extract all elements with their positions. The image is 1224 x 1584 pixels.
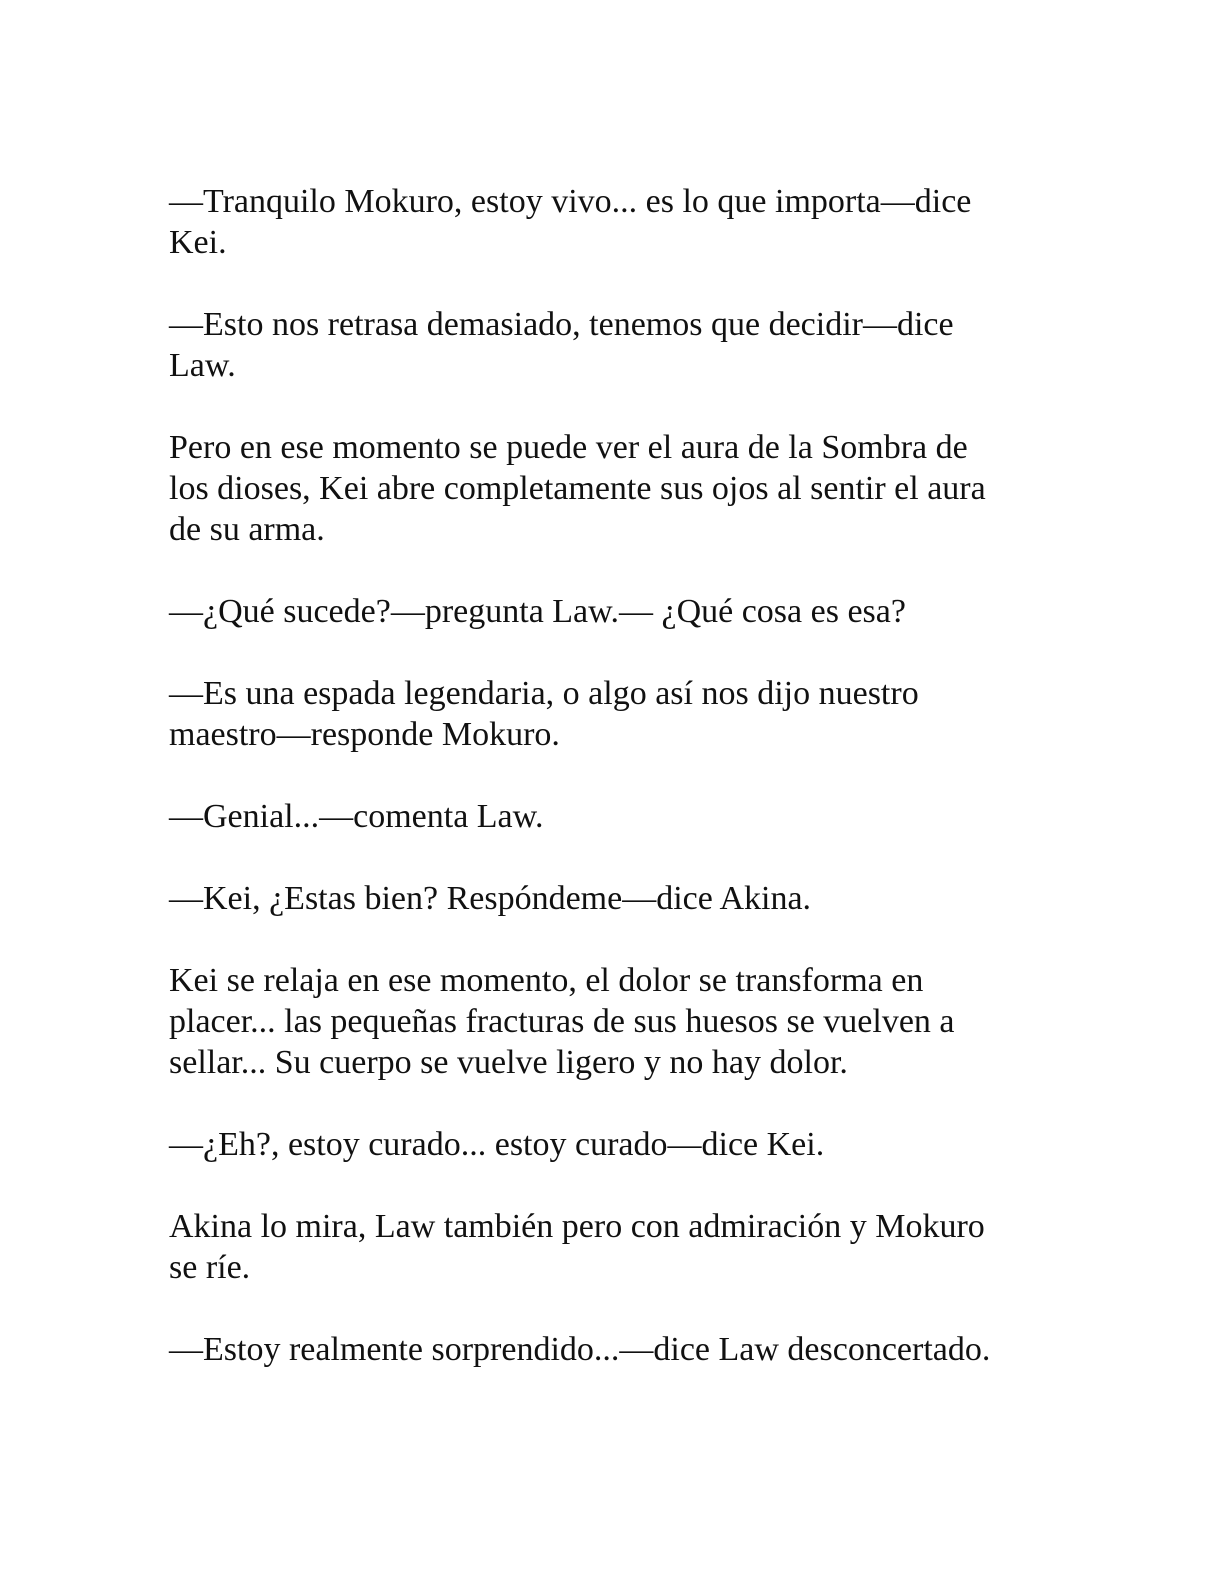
text-line: Pero en ese momento se puede ver el aura de la Sombra de: [169, 429, 968, 466]
text-line: se ríe.: [169, 1249, 251, 1286]
paragraph: [169, 673, 1049, 755]
text-line: —Tranquilo Mokuro, estoy vivo... es lo que importa—dice: [169, 183, 972, 220]
text-line: placer... las pequeñas fracturas de sus huesos se vuelven a: [169, 1003, 955, 1040]
paragraph: [169, 591, 1049, 632]
text-line: Kei se relaja en ese momento, el dolor se transforma en: [169, 962, 924, 999]
paragraph: [169, 304, 1049, 386]
text-line: —Genial...—comenta Law.: [169, 798, 544, 835]
paragraph: [169, 960, 1049, 1083]
paragraph: [169, 1329, 1049, 1370]
text-line: Akina lo mira, Law también pero con admiración y Mokuro: [169, 1208, 985, 1245]
text-line: —¿Eh?, estoy curado... estoy curado—dice Kei.: [169, 1126, 825, 1163]
text-line: —Kei, ¿Estas bien? Respóndeme—dice Akina.: [169, 880, 812, 917]
text-line: Law.: [169, 347, 236, 384]
text-line: maestro—responde Mokuro.: [169, 716, 560, 753]
text-line: —Es una espada legendaria, o algo así nos dijo nuestro: [169, 675, 919, 712]
document-body: [169, 181, 1049, 1411]
paragraph: [169, 1206, 1049, 1288]
paragraph: [169, 796, 1049, 837]
text-line: —Esto nos retrasa demasiado, tenemos que decidir—dice: [169, 306, 954, 343]
text-line: de su arma.: [169, 511, 325, 548]
text-line: —Estoy realmente sorprendido...—dice Law desconcertado.: [169, 1331, 991, 1368]
text-line: sellar... Su cuerpo se vuelve ligero y no hay dolor.: [169, 1044, 848, 1081]
paragraph: [169, 427, 1049, 550]
text-line: —¿Qué sucede?—pregunta Law.— ¿Qué cosa es esa?: [169, 593, 906, 630]
text-line: Kei.: [169, 224, 227, 261]
paragraph: [169, 878, 1049, 919]
paragraph: [169, 181, 1049, 263]
paragraph: [169, 1124, 1049, 1165]
text-line: los dioses, Kei abre completamente sus ojos al sentir el aura: [169, 470, 986, 507]
